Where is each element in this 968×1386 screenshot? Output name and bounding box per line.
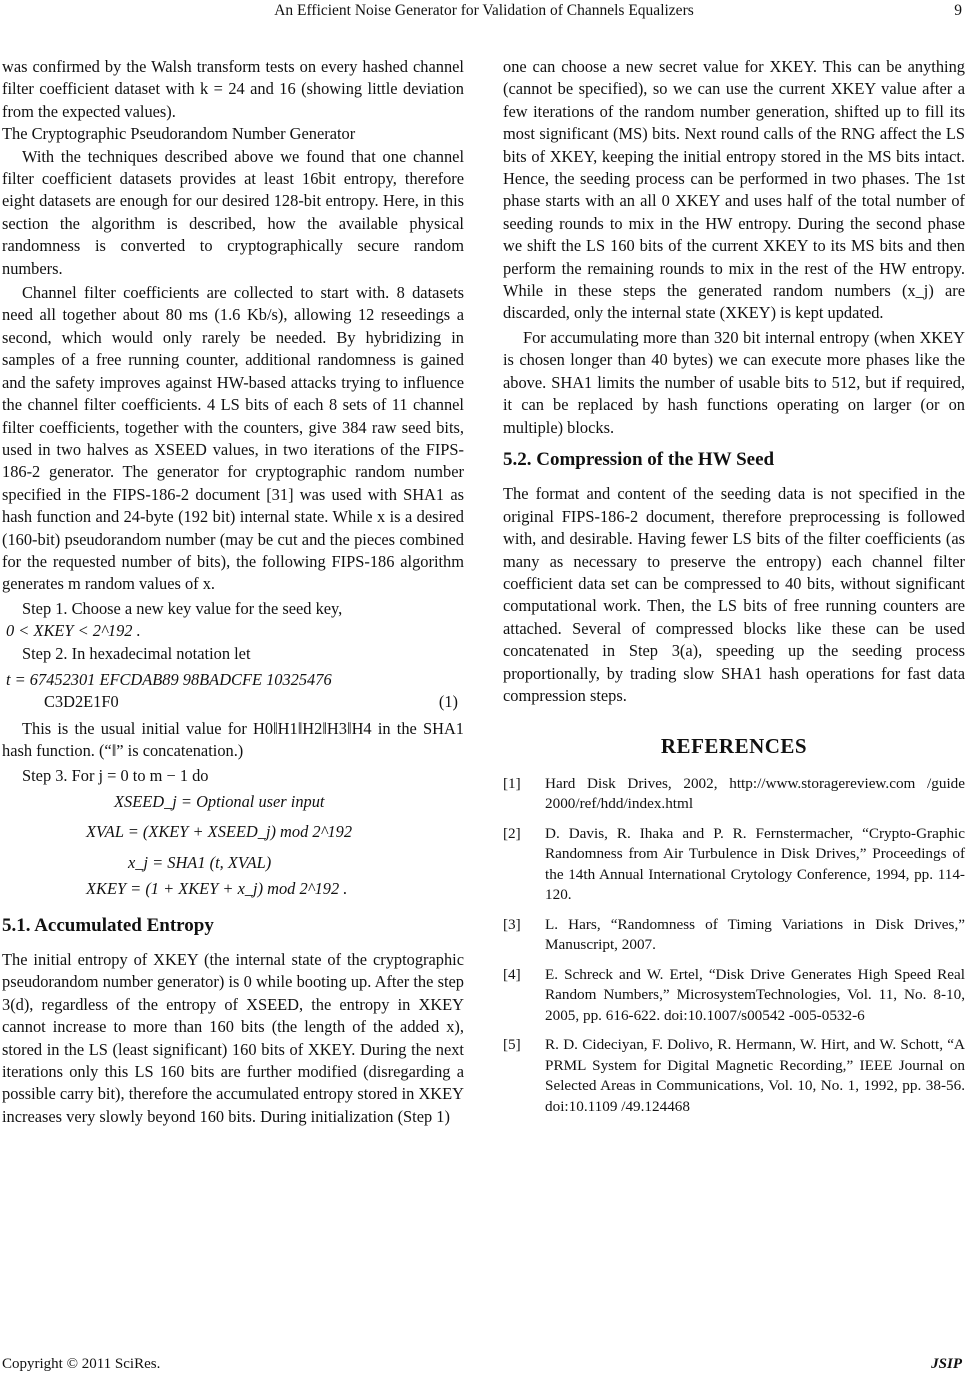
section-heading-5-2: 5.2. Compression of the HW Seed bbox=[503, 448, 775, 470]
running-title: An Efficient Noise Generator for Validation of Channels Equalizers bbox=[274, 2, 694, 19]
section-heading-5-1: 5.1. Accumulated Entropy bbox=[2, 914, 214, 936]
paragraph: The format and content of the seeding data is not specified in the original FIPS-186-2 document, therefore preprocessing is followed with, and desirable. Having fewer LS bits of the filter coefficients (as many as necessary to preserve the entropy) each channel filter coefficient data set can be compressed to 40 bits, without significant computational work. Then, the LS bits of free running counters are attached. Several of compressed blocks like these can be used concatenated in Step 3(a), speeding up the seeding process proportionally, by trading slow SHA1 hash operations for fast data compression steps. bbox=[503, 484, 965, 705]
reference-text: L. Hars, “Randomness of Timing Variations in Disk Drives,” Manuscript, 2007. bbox=[545, 915, 965, 954]
paragraph: The initial entropy of XKEY (the internal state of the cryptographic pseudorandom number generator) is 0 while booting up. After the step 3(d), regardless of the entropy of XSEED, the entropy in XKEY cannot increase to more than 160 bits (the length of the added x), stored in the LS (least significant) 160 bits of XKEY. During the next iterations only this LS 160 bits are further modified (disregarding a possible carry bit), therefore the accumulated entropy stored in XKEY increases very slowly beyond 160 bits. During initialization (Step 1) bbox=[2, 950, 464, 1126]
journal-name: JSIP bbox=[931, 1356, 962, 1372]
step-1: Step 1. Choose a new key value for the seed key, bbox=[22, 598, 343, 618]
step-3: Step 3. For j = 0 to m − 1 do bbox=[22, 765, 209, 785]
reference-number: [3] bbox=[503, 915, 521, 933]
reference-text: Hard Disk Drives, 2002, http://www.storagereview.com /guide 2000/ref/hdd/index.html bbox=[545, 774, 965, 813]
page-number: 9 bbox=[954, 2, 962, 19]
reference-item bbox=[503, 824, 965, 906]
reference-number: [2] bbox=[503, 824, 521, 842]
reference-list bbox=[503, 774, 965, 1118]
reference-number: [5] bbox=[503, 1036, 521, 1054]
reference-item bbox=[503, 774, 965, 815]
paragraph: was confirmed by the Walsh transform tests on every hashed channel filter coefficient dataset with k = 24 and 16 (showing little deviation from the expected values). bbox=[2, 57, 464, 121]
equation-3d: XKEY = (1 + XKEY + x_j) mod 2^192 . bbox=[86, 879, 348, 899]
equation-step1: 0 < XKEY < 2^192 . bbox=[6, 621, 141, 641]
equation-3a: XSEED_j = Optional user input bbox=[114, 792, 325, 811]
references-heading: REFERENCES bbox=[660, 734, 808, 759]
paragraph: For accumulating more than 320 bit internal entropy (when XKEY is chosen longer than 40 bytes) we can execute more phases like the above. SHA1 limits the number of usable bits to 512, but if required, it can be replaced by hash functions operating on larger (or on multiple) blocks. bbox=[503, 327, 965, 437]
equation-3b: XVAL = (XKEY + XSEED_j) mod 2^192 bbox=[86, 822, 353, 842]
reference-item bbox=[503, 1035, 965, 1117]
page-header bbox=[0, 2, 968, 24]
reference-number: [1] bbox=[503, 774, 521, 792]
paragraph: Channel filter coefficients are collected to start with. 8 datasets need all together about 80 ms (1.6 Kb/s), allowing 12 reseedings a second, which would only rarely be needed. By hybridizing in samples of a free running counter, additional randomness is gained and the safety improves against HW-based attacks trying to influence the channel filter coefficients. 4 LS bits of each 8 sets of 11 channel filter coefficients, together with the counters, give 384 raw seed bits, used in two halves as XSEED values, in two iterations of the FIPS-186-2 generator. The generator for cryptographic random number specified in the FIPS-186-2 document [31] was used with SHA1 as hash function and 24-byte (192 bit) internal state. While x is a desired (160-bit) pseudorandom number (may be cut and the pieces combined for the requested number of bits), the following FIPS-186 algorithm generates m random values of x. bbox=[2, 283, 464, 594]
reference-number: [4] bbox=[503, 965, 521, 983]
equation-number: (1) bbox=[438, 691, 458, 711]
reference-text: D. Davis, R. Ihaka and P. R. Fernstermacher, “Crypto-Graphic Randomness from Air Turbulence in Disk Drives,” Proceedings of the 14th Annual International Crytology Conference, 1994, pp. 114-120. bbox=[545, 824, 965, 904]
step-2: Step 2. In hexadecimal notation let bbox=[22, 643, 251, 663]
reference-text: R. D. Cideciyan, F. Dolivo, R. Hermann, W. Hirt, and W. Schott, “A PRML System for Digital Magnetic Recording,” IEEE Journal on Selected Areas in Communications, Vol. 10, No. 1, 1992, pp. 38-56. doi:10.1109 /49.124468 bbox=[545, 1036, 965, 1115]
reference-item bbox=[503, 965, 965, 1027]
copyright-notice: Copyright © 2011 SciRes. bbox=[2, 1356, 161, 1372]
left-column bbox=[2, 56, 464, 1128]
equation-t-line2: C3D2E1F0 bbox=[44, 692, 119, 712]
equation-t bbox=[2, 669, 464, 714]
equation-3c: x_j = SHA1 (t, XVAL) bbox=[128, 852, 272, 872]
reference-item bbox=[503, 915, 965, 956]
equation-t-line1: t = 67452301 EFCDAB89 98BADCFE 10325476 bbox=[6, 669, 332, 689]
paragraph: This is the usual initial value for H0‖H1‖H2‖H3‖H4 in the SHA1 hash function. (“‖” is concatenation.) bbox=[2, 718, 464, 761]
subheading-crypto: The Cryptographic Pseudorandom Number Generator bbox=[2, 124, 356, 144]
right-column bbox=[503, 56, 965, 1126]
paragraph: one can choose a new secret value for XKEY. This can be anything (cannot be specified), so we can use the current XKEY value after a few iterations of the random number generation, shifted up to fill its most significant (MS) bits. Next round calls of the RNG affect the LS bits of XKEY, keeping the initial entropy stored in the MS bits intact. Hence, the seeding process can be performed in two phases. The 1st phase starts with an all 0 XKEY and uses half of the total number of seeding rounds to mix in the HW entropy. During the second phase we shift the LS 160 bits of the current XKEY to its MS bits and then perform the remaining rounds to mix in the rest of the HW entropy. While in these steps the generated random numbers (x_j) are discarded, only the internal state (XKEY) is kept updated. bbox=[503, 57, 965, 323]
paragraph: With the techniques described above we found that one channel filter coefficient datasets provides at least 16bit entropy, therefore eight datasets are enough for our desired 128-bit entropy. Here, in this section the algorithm is described, how the available physical randomness is converted to cryptographically secure random numbers. bbox=[2, 146, 464, 278]
reference-text: E. Schreck and W. Ertel, “Disk Drive Generates High Speed Real Random Numbers,” MicrosystemTechnologies, Vol. 11, No. 8-10, 2005, pp. 616-622. doi:10.1007/s00542 -005-0532-6 bbox=[545, 965, 965, 1024]
